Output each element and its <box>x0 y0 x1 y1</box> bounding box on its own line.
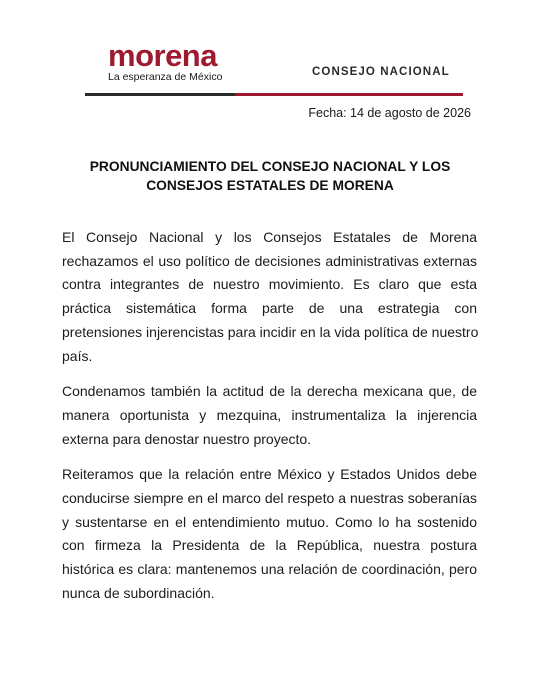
paragraph-line: rechazamos el uso político de decisiones administrativas externas <box>62 252 477 269</box>
header-divider-red <box>235 93 463 96</box>
paragraph-line: manera oportunista y mezquina, instrumentaliza la injerencia <box>62 406 477 423</box>
header-divider-dark <box>85 93 235 96</box>
document-body <box>62 226 477 618</box>
paragraph-line: Condenamos también la actitud de la derecha mexicana que, de <box>62 383 477 400</box>
paragraph-line: conducirse siempre en el marco del respeto a nuestras soberanías <box>62 490 477 507</box>
paragraph-line: con firmeza la Presidenta de la República, nuestra postura <box>62 537 477 554</box>
logo-tagline: La esperanza de México <box>108 71 223 83</box>
paragraph-line: contra integrantes de nuestro movimiento. Es claro que esta <box>62 276 477 293</box>
paragraph-line: El Consejo Nacional y los Consejos Estatales de Morena <box>62 229 477 245</box>
paragraph-line: histórica es clara: mantenemos una relación de coordinación, pero <box>62 561 477 578</box>
paragraph-line: nunca de subordinación. <box>62 584 215 601</box>
header-organization: CONSEJO NACIONAL <box>312 66 450 78</box>
paragraph-line: práctica sistemática forma parte de una estrategia con <box>62 300 477 317</box>
morena-logo <box>108 38 238 83</box>
paragraph <box>62 463 477 605</box>
paragraph-line: externa para denostar nuestro proyecto. <box>62 430 312 447</box>
paragraph <box>62 226 477 368</box>
paragraph <box>62 380 477 451</box>
paragraph-line: y sustentarse en el entendimiento mutuo. Como lo ha sostenido <box>62 513 477 530</box>
paragraph-line: Reiteramos que la relación entre México y Estados Unidos debe <box>62 466 477 483</box>
document-date: Fecha: 14 de agosto de 2026 <box>308 106 471 120</box>
document-title-line: CONSEJOS ESTATALES DE MORENA <box>146 178 394 193</box>
header-divider <box>85 93 463 96</box>
logo-wordmark: morena <box>108 38 217 73</box>
document-title <box>60 157 480 195</box>
paragraph-line: país. <box>62 347 93 364</box>
paragraph-line: pretensiones injerencistas para incidir en la vida política de nuestro <box>62 323 479 340</box>
document-title-line: PRONUNCIAMIENTO DEL CONSEJO NACIONAL Y LOS <box>89 159 451 174</box>
